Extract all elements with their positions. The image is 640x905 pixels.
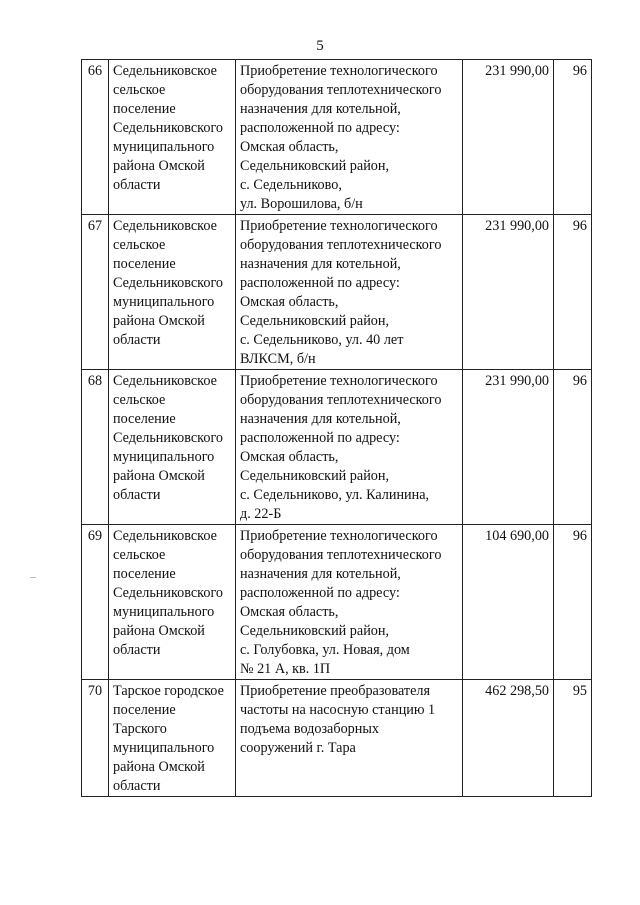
row-number: 68	[82, 370, 109, 525]
table-row	[82, 60, 592, 215]
amount-cell: 104 690,00	[463, 525, 554, 680]
scan-margin-mark	[30, 577, 36, 578]
description-cell: Приобретение технологического оборудования теплотехнического назначения для котельной, расположенной по адресу: Омская область, Седельниковский район, с. Седельниково, ул. Ворошилова, б/н	[236, 60, 463, 215]
amount-cell: 231 990,00	[463, 60, 554, 215]
amount-cell: 231 990,00	[463, 215, 554, 370]
description-cell: Приобретение технологического оборудования теплотехнического назначения для котельной, расположенной по адресу: Омская область, Седельниковский район, с. Голубовка, ул. Новая, дом № 21 А, кв. 1П	[236, 525, 463, 680]
percent-cell: 95	[554, 680, 592, 797]
table-row	[82, 680, 592, 797]
table-row	[82, 215, 592, 370]
percent-cell: 96	[554, 215, 592, 370]
amount-cell: 231 990,00	[463, 370, 554, 525]
amount-cell: 462 298,50	[463, 680, 554, 797]
page-number: 5	[316, 38, 324, 54]
description-cell: Приобретение технологического оборудования теплотехнического назначения для котельной, расположенной по адресу: Омская область, Седельниковский район, с. Седельниково, ул. 40 лет ВЛКСМ, б/н	[236, 215, 463, 370]
grant-table	[81, 59, 592, 797]
table-row	[82, 370, 592, 525]
percent-cell: 96	[554, 525, 592, 680]
row-number: 70	[82, 680, 109, 797]
description-cell: Приобретение преобразователя частоты на насосную станцию 1 подъема водозаборных сооружений г. Тара	[236, 680, 463, 797]
row-number: 66	[82, 60, 109, 215]
municipality-cell: Тарское городское поселение Тарского муниципального района Омской области	[109, 680, 236, 797]
municipality-cell: Седельниковское сельское поселение Седельниковского муниципального района Омской области	[109, 60, 236, 215]
percent-cell: 96	[554, 370, 592, 525]
percent-cell: 96	[554, 60, 592, 215]
municipality-cell: Седельниковское сельское поселение Седельниковского муниципального района Омской области	[109, 215, 236, 370]
table-row	[82, 525, 592, 680]
description-cell: Приобретение технологического оборудования теплотехнического назначения для котельной, расположенной по адресу: Омская область, Седельниковский район, с. Седельниково, ул. Калинина, д. 22-Б	[236, 370, 463, 525]
row-number: 69	[82, 525, 109, 680]
municipality-cell: Седельниковское сельское поселение Седельниковского муниципального района Омской области	[109, 370, 236, 525]
row-number: 67	[82, 215, 109, 370]
municipality-cell: Седельниковское сельское поселение Седельниковского муниципального района Омской области	[109, 525, 236, 680]
